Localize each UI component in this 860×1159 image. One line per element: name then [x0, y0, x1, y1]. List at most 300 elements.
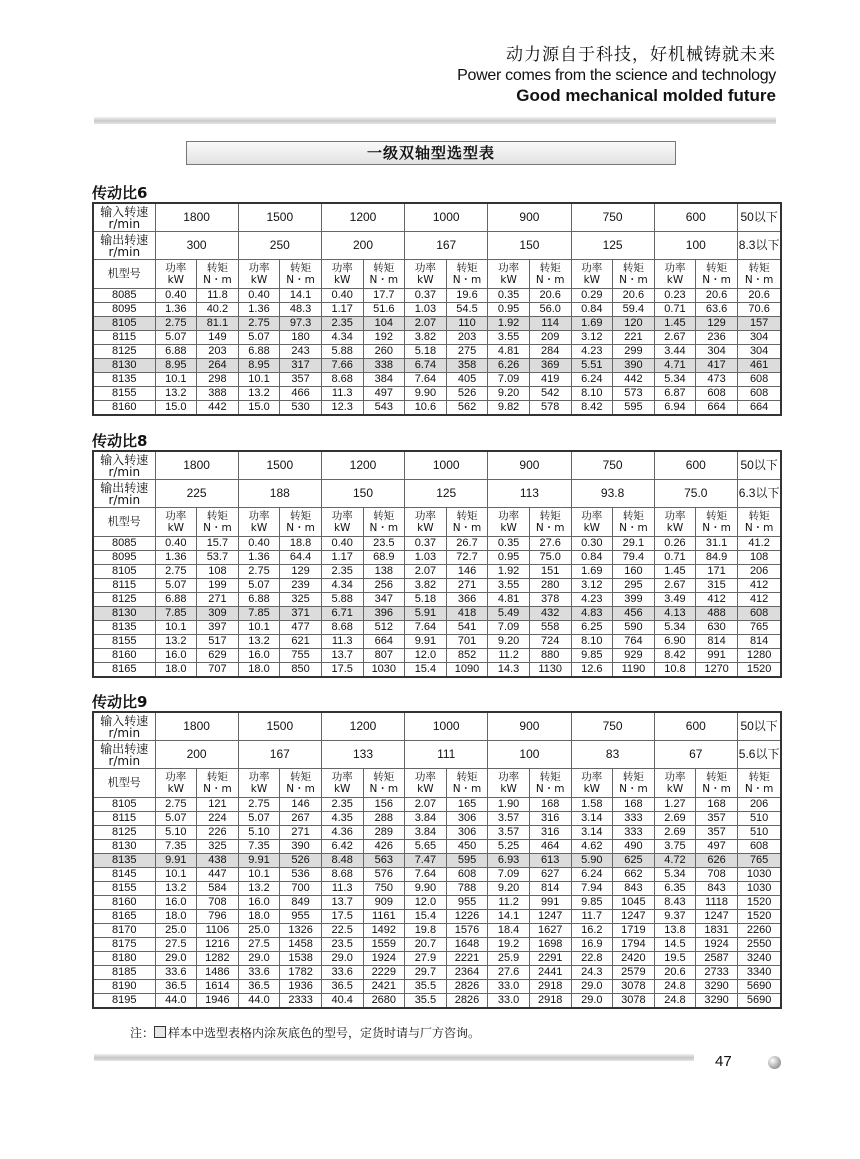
value-cell: 19.2 [488, 938, 530, 952]
value-cell: 6.74 [405, 359, 447, 373]
value-cell: 7.85 [155, 607, 197, 621]
table-row [93, 635, 781, 649]
value-cell: 6.88 [238, 593, 280, 607]
value-cell: 850 [280, 663, 322, 678]
value-cell: 558 [529, 621, 571, 635]
table-row [93, 840, 781, 854]
value-cell: 20.6 [613, 289, 655, 303]
value-cell: 36.5 [238, 980, 280, 994]
value-cell: 81.1 [197, 317, 239, 331]
value-cell: 306 [446, 826, 488, 840]
value-cell: 405 [446, 373, 488, 387]
torque-label: 转矩 N・m [529, 260, 571, 289]
model-label: 机型号 [93, 508, 155, 537]
value-cell: 755 [280, 649, 322, 663]
value-cell: 6.26 [488, 359, 530, 373]
value-cell: 15.0 [238, 401, 280, 416]
value-cell: 4.83 [571, 607, 613, 621]
value-cell: 563 [363, 854, 405, 868]
value-cell: 151 [529, 565, 571, 579]
model-cell: 8155 [93, 387, 155, 401]
output-speed-value: 100 [654, 232, 737, 260]
value-cell: 1030 [737, 868, 781, 882]
input-speed-value: 1000 [405, 712, 488, 741]
value-cell: 1782 [280, 966, 322, 980]
value-cell: 271 [280, 826, 322, 840]
value-cell: 4.35 [321, 812, 363, 826]
value-cell: 56.0 [529, 303, 571, 317]
torque-label: 转矩 N・m [363, 260, 405, 289]
value-cell: 2587 [696, 952, 738, 966]
value-cell: 9.90 [405, 387, 447, 401]
value-cell: 15.0 [155, 401, 197, 416]
value-cell: 17.7 [363, 289, 405, 303]
value-cell: 53.7 [197, 551, 239, 565]
input-speed-value: 750 [571, 203, 654, 232]
value-cell: 562 [446, 401, 488, 416]
model-label: 机型号 [93, 769, 155, 798]
value-cell: 390 [280, 840, 322, 854]
value-cell: 22.8 [571, 952, 613, 966]
value-cell: 1.36 [155, 303, 197, 317]
power-label: 功率 kW [488, 508, 530, 537]
value-cell: 0.37 [405, 289, 447, 303]
value-cell: 306 [446, 812, 488, 826]
value-cell: 608 [446, 868, 488, 882]
value-cell: 8.68 [321, 373, 363, 387]
input-speed-label: 输入转速 r/min [93, 203, 155, 232]
value-cell: 23.5 [363, 537, 405, 551]
value-cell: 3.55 [488, 331, 530, 345]
value-cell: 72.7 [446, 551, 488, 565]
output-speed-value: 93.8 [571, 480, 654, 508]
power-label: 功率 kW [238, 508, 280, 537]
table-row [93, 882, 781, 896]
value-cell: 1.17 [321, 551, 363, 565]
value-cell: 595 [613, 401, 655, 416]
value-cell: 8.10 [571, 387, 613, 401]
table-row [93, 649, 781, 663]
value-cell: 23.5 [321, 938, 363, 952]
value-cell: 357 [280, 373, 322, 387]
value-cell: 20.6 [737, 289, 781, 303]
value-cell: 260 [363, 345, 405, 359]
value-cell: 5.07 [155, 812, 197, 826]
value-cell: 2229 [363, 966, 405, 980]
input-speed-value: 600 [654, 712, 737, 741]
value-cell: 9.20 [488, 635, 530, 649]
table-row [93, 373, 781, 387]
value-cell: 1698 [529, 938, 571, 952]
value-cell: 33.6 [238, 966, 280, 980]
value-cell: 1831 [696, 924, 738, 938]
value-cell: 4.23 [571, 593, 613, 607]
value-cell: 280 [529, 579, 571, 593]
value-cell: 2.75 [238, 317, 280, 331]
input-speed-value: 900 [488, 712, 571, 741]
value-cell: 5690 [737, 994, 781, 1009]
value-cell: 29.0 [155, 952, 197, 966]
value-cell: 426 [363, 840, 405, 854]
value-cell: 199 [197, 579, 239, 593]
output-speed-value: 150 [321, 480, 404, 508]
value-cell: 630 [696, 621, 738, 635]
value-cell: 19.5 [654, 952, 696, 966]
value-cell: 371 [280, 607, 322, 621]
input-speed-row [93, 451, 781, 480]
value-cell: 168 [696, 798, 738, 812]
slogan-chinese: 动力源自于科技，好机械铸就未来 [506, 45, 776, 65]
value-cell: 807 [363, 649, 405, 663]
value-cell: 464 [529, 840, 571, 854]
model-cell: 8165 [93, 663, 155, 678]
value-cell: 13.2 [238, 635, 280, 649]
model-cell: 8130 [93, 607, 155, 621]
value-cell: 9.37 [654, 910, 696, 924]
value-cell: 461 [737, 359, 781, 373]
value-cell: 3.82 [405, 579, 447, 593]
value-cell: 1247 [613, 910, 655, 924]
value-cell: 24.8 [654, 994, 696, 1009]
page-header [457, 44, 776, 106]
footnote-text: 样本中选型表格内涂灰底色的型号，定货时请与厂方咨询。 [168, 1026, 481, 1040]
value-cell: 1520 [737, 910, 781, 924]
value-cell: 264 [197, 359, 239, 373]
torque-label: 转矩 N・m [446, 769, 488, 798]
value-cell: 108 [737, 551, 781, 565]
input-speed-value: 1500 [238, 451, 321, 480]
model-cell: 8125 [93, 826, 155, 840]
value-cell: 7.94 [571, 882, 613, 896]
torque-label: 转矩 N・m [280, 260, 322, 289]
value-cell: 10.1 [155, 868, 197, 882]
value-cell: 5690 [737, 980, 781, 994]
value-cell: 29.1 [613, 537, 655, 551]
value-cell: 700 [280, 882, 322, 896]
input-speed-value: 750 [571, 712, 654, 741]
value-cell: 3078 [613, 994, 655, 1009]
table-row [93, 621, 781, 635]
value-cell: 26.7 [446, 537, 488, 551]
torque-label: 转矩 N・m [280, 508, 322, 537]
torque-label: 转矩 N・m [613, 508, 655, 537]
value-cell: 298 [197, 373, 239, 387]
value-cell: 12.0 [405, 649, 447, 663]
torque-label: 转矩 N・m [696, 769, 738, 798]
value-cell: 5.65 [405, 840, 447, 854]
value-cell: 156 [363, 798, 405, 812]
value-cell: 1216 [197, 938, 239, 952]
value-cell: 2420 [613, 952, 655, 966]
value-cell: 955 [446, 896, 488, 910]
value-cell: 3.84 [405, 812, 447, 826]
power-label: 功率 kW [405, 260, 447, 289]
value-cell: 1106 [197, 924, 239, 938]
output-speed-value: 200 [155, 741, 238, 769]
value-cell: 0.40 [321, 289, 363, 303]
value-cell: 6.71 [321, 607, 363, 621]
value-cell: 3340 [737, 966, 781, 980]
value-cell: 447 [197, 868, 239, 882]
value-cell: 578 [529, 401, 571, 416]
value-cell: 8.68 [321, 621, 363, 635]
table-row [93, 966, 781, 980]
value-cell: 0.26 [654, 537, 696, 551]
value-cell: 165 [446, 798, 488, 812]
value-cell: 664 [696, 401, 738, 416]
value-cell: 108 [197, 565, 239, 579]
value-cell: 29.0 [571, 980, 613, 994]
value-cell: 3.82 [405, 331, 447, 345]
value-cell: 543 [363, 401, 405, 416]
value-cell: 2.35 [321, 565, 363, 579]
value-cell: 4.34 [321, 579, 363, 593]
value-cell: 18.4 [488, 924, 530, 938]
value-cell: 3.14 [571, 826, 613, 840]
value-cell: 18.8 [280, 537, 322, 551]
value-cell: 1161 [363, 910, 405, 924]
value-cell: 13.2 [155, 387, 197, 401]
value-cell: 18.0 [238, 663, 280, 678]
output-speed-value: 67 [654, 741, 737, 769]
value-cell: 0.40 [321, 537, 363, 551]
power-label: 功率 kW [405, 769, 447, 798]
value-cell: 517 [197, 635, 239, 649]
value-cell: 203 [197, 345, 239, 359]
value-cell: 9.85 [571, 896, 613, 910]
value-cell: 3078 [613, 980, 655, 994]
table-row [93, 826, 781, 840]
model-cell: 8085 [93, 537, 155, 551]
value-cell: 1247 [696, 910, 738, 924]
value-cell: 8.68 [321, 868, 363, 882]
value-cell: 5.34 [654, 373, 696, 387]
value-cell: 1492 [363, 924, 405, 938]
value-cell: 843 [696, 882, 738, 896]
value-cell: 288 [363, 812, 405, 826]
torque-label: 转矩 N・m [696, 260, 738, 289]
value-cell: 6.87 [654, 387, 696, 401]
value-cell: 9.91 [238, 854, 280, 868]
value-cell: 5.07 [155, 579, 197, 593]
value-cell: 473 [696, 373, 738, 387]
footer-divider-bar [94, 1054, 694, 1061]
output-speed-value: 113 [488, 480, 571, 508]
value-cell: 1559 [363, 938, 405, 952]
value-cell: 0.40 [238, 289, 280, 303]
power-label: 功率 kW [155, 260, 197, 289]
value-cell: 180 [280, 331, 322, 345]
value-cell: 750 [363, 882, 405, 896]
value-cell: 236 [696, 331, 738, 345]
value-cell: 7.35 [238, 840, 280, 854]
input-speed-row [93, 203, 781, 232]
power-label: 功率 kW [155, 769, 197, 798]
value-cell: 333 [613, 826, 655, 840]
value-cell: 1030 [363, 663, 405, 678]
power-label: 功率 kW [654, 508, 696, 537]
value-cell: 880 [529, 649, 571, 663]
value-cell: 2.75 [155, 798, 197, 812]
value-cell: 36.5 [321, 980, 363, 994]
value-cell: 2221 [446, 952, 488, 966]
value-cell: 97.3 [280, 317, 322, 331]
value-cell: 304 [696, 345, 738, 359]
value-cell: 1.36 [238, 551, 280, 565]
value-cell: 5.25 [488, 840, 530, 854]
value-cell: 0.95 [488, 303, 530, 317]
power-label: 功率 kW [238, 260, 280, 289]
value-cell: 11.8 [197, 289, 239, 303]
value-cell: 16.0 [155, 896, 197, 910]
value-cell: 11.3 [321, 882, 363, 896]
table-row [93, 868, 781, 882]
input-speed-value: 1800 [155, 203, 238, 232]
model-cell: 8115 [93, 331, 155, 345]
value-cell: 1282 [197, 952, 239, 966]
value-cell: 0.29 [571, 289, 613, 303]
input-speed-value: 900 [488, 451, 571, 480]
value-cell: 221 [613, 331, 655, 345]
value-cell: 11.7 [571, 910, 613, 924]
value-cell: 7.09 [488, 868, 530, 882]
value-cell: 6.42 [321, 840, 363, 854]
value-cell: 33.6 [155, 966, 197, 980]
value-cell: 764 [613, 635, 655, 649]
value-cell: 450 [446, 840, 488, 854]
value-cell: 79.4 [613, 551, 655, 565]
value-cell: 84.9 [696, 551, 738, 565]
model-cell: 8105 [93, 798, 155, 812]
value-cell: 1.90 [488, 798, 530, 812]
value-cell: 18.0 [155, 910, 197, 924]
value-cell: 41.2 [737, 537, 781, 551]
model-cell: 8155 [93, 635, 155, 649]
value-cell: 358 [446, 359, 488, 373]
value-cell: 59.4 [613, 303, 655, 317]
output-speed-value: 167 [238, 741, 321, 769]
value-cell: 13.8 [654, 924, 696, 938]
input-speed-value: 1800 [155, 451, 238, 480]
value-cell: 13.2 [238, 882, 280, 896]
value-cell: 814 [529, 882, 571, 896]
table-row [93, 854, 781, 868]
value-cell: 1.27 [654, 798, 696, 812]
model-cell: 8175 [93, 938, 155, 952]
value-cell: 25.9 [488, 952, 530, 966]
table-row [93, 579, 781, 593]
value-cell: 304 [737, 331, 781, 345]
value-cell: 2.75 [155, 565, 197, 579]
model-cell: 8135 [93, 373, 155, 387]
value-cell: 510 [737, 826, 781, 840]
value-cell: 209 [529, 331, 571, 345]
value-cell: 13.2 [155, 635, 197, 649]
value-cell: 536 [280, 868, 322, 882]
value-cell: 10.1 [238, 621, 280, 635]
value-cell: 347 [363, 593, 405, 607]
input-speed-value: 750 [571, 451, 654, 480]
value-cell: 29.0 [238, 952, 280, 966]
value-cell: 192 [363, 331, 405, 345]
input-speed-label: 输入转速 r/min [93, 451, 155, 480]
value-cell: 378 [529, 593, 571, 607]
table-row [93, 331, 781, 345]
model-cell: 8095 [93, 551, 155, 565]
value-cell: 625 [613, 854, 655, 868]
value-cell: 608 [737, 607, 781, 621]
value-cell: 1.58 [571, 798, 613, 812]
slogan-english-line1: Power comes from the science and technology [457, 67, 776, 84]
value-cell: 814 [737, 635, 781, 649]
value-cell: 5.07 [238, 812, 280, 826]
value-cell: 129 [696, 317, 738, 331]
value-cell: 1.03 [405, 551, 447, 565]
value-cell: 438 [197, 854, 239, 868]
value-cell: 33.6 [321, 966, 363, 980]
value-cell: 5.91 [405, 607, 447, 621]
value-cell: 12.0 [405, 896, 447, 910]
power-label: 功率 kW [654, 769, 696, 798]
input-speed-value: 900 [488, 203, 571, 232]
value-cell: 526 [446, 387, 488, 401]
model-cell: 8095 [93, 303, 155, 317]
table-row [93, 910, 781, 924]
value-cell: 2.67 [654, 579, 696, 593]
value-cell: 0.40 [155, 537, 197, 551]
value-cell: 171 [696, 565, 738, 579]
input-speed-value: 1500 [238, 203, 321, 232]
value-cell: 40.4 [321, 994, 363, 1009]
value-cell: 512 [363, 621, 405, 635]
model-cell: 8115 [93, 579, 155, 593]
value-cell: 991 [529, 896, 571, 910]
value-cell: 2680 [363, 994, 405, 1009]
value-cell: 10.1 [238, 868, 280, 882]
output-speed-value: 8.3以下 [737, 232, 781, 260]
torque-label: 转矩 N・m [737, 260, 781, 289]
value-cell: 1226 [446, 910, 488, 924]
value-cell: 13.7 [321, 896, 363, 910]
value-cell: 357 [696, 826, 738, 840]
footnote: 注： 样本中选型表格内涂灰底色的型号，定货时请与厂方咨询。 [130, 1026, 481, 1040]
selection-table [92, 202, 782, 416]
value-cell: 629 [197, 649, 239, 663]
value-cell: 203 [446, 331, 488, 345]
value-cell: 33.0 [488, 980, 530, 994]
column-label-row [93, 508, 781, 537]
model-cell: 8180 [93, 952, 155, 966]
value-cell: 399 [613, 593, 655, 607]
value-cell: 40.2 [197, 303, 239, 317]
value-cell: 315 [696, 579, 738, 593]
value-cell: 765 [737, 854, 781, 868]
value-cell: 5.88 [321, 593, 363, 607]
value-cell: 8.42 [654, 649, 696, 663]
power-label: 功率 kW [405, 508, 447, 537]
model-cell: 8165 [93, 910, 155, 924]
value-cell: 9.20 [488, 882, 530, 896]
model-cell: 8130 [93, 840, 155, 854]
value-cell: 27.6 [529, 537, 571, 551]
value-cell: 608 [696, 387, 738, 401]
value-cell: 1520 [737, 896, 781, 910]
column-label-row [93, 260, 781, 289]
value-cell: 29.0 [571, 994, 613, 1009]
value-cell: 814 [696, 635, 738, 649]
value-cell: 9.85 [571, 649, 613, 663]
value-cell: 1030 [737, 882, 781, 896]
